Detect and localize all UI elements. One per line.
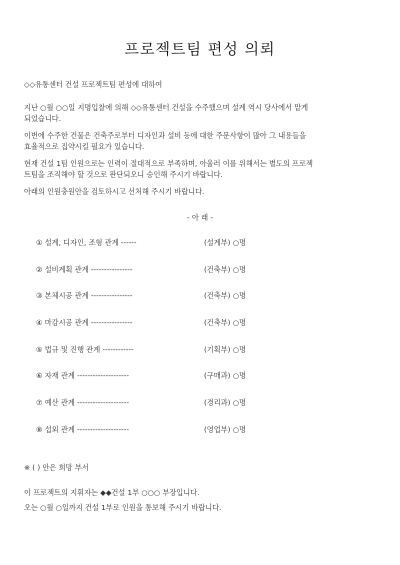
- item-label: ⑦ 예산 관계 --------------------: [36, 398, 129, 408]
- footer-line: 오는 ○월 ○일까지 건설 1부로 인원을 통보해 주시기 바랍니다.: [24, 503, 222, 512]
- document-subject: ◇◇유통센터 건설 프로젝트팀 편성에 대하여: [24, 80, 163, 89]
- list-item: [36, 238, 366, 265]
- item-department: (구매과) ○명: [204, 371, 246, 381]
- item-department: (기획부) ○명: [204, 344, 246, 354]
- item-department: (설계부) ○명: [204, 238, 246, 247]
- item-label: ⑤ 법규 및 진행 관계 ------------: [36, 344, 134, 354]
- item-label: ⑥ 자재 관계 --------------------: [36, 371, 129, 381]
- paragraph-line: 아래의 인원충원안을 검토하시고 선처해 주시기 바랍니다.: [24, 187, 205, 196]
- list-item: [36, 345, 366, 372]
- paragraph-line: 이번에 수주한 건물은 건축주로부터 디자인과 설비 등에 대한 주문사항이 많아 그 내용들을: [24, 131, 307, 140]
- list-item: [36, 265, 366, 292]
- item-label: ③ 본체시공 관계 ----------------: [36, 291, 133, 301]
- item-label: ① 설계, 디자인, 조형 관계 ------: [36, 238, 137, 247]
- item-department: (경리과) ○명: [204, 398, 246, 408]
- paragraph-3: [24, 158, 379, 180]
- item-department: (건축부) ○명: [204, 264, 246, 274]
- staffing-list: [36, 238, 366, 452]
- item-department: (건축부) ○명: [204, 318, 246, 328]
- paragraph-1: [24, 102, 379, 124]
- item-label: ② 설비계획 관계 ----------------: [36, 264, 133, 274]
- paragraph-line: 트팀을 조직해야 할 것으로 판단되오니 승인해 주시기 바랍니다.: [24, 170, 223, 179]
- paragraph-line: 현재 건설 1팀 인원으로는 인력이 절대적으로 부족하며, 아울러 이를 위해서는 별도의 프로젝: [24, 159, 313, 168]
- paragraph-4: [24, 186, 379, 197]
- list-item: [36, 425, 366, 452]
- section-heading: - 아 래 -: [187, 213, 213, 222]
- paragraph-2: [24, 130, 379, 152]
- item-label: ⑧ 섭외 관계 --------------------: [36, 424, 129, 434]
- item-label: ④ 마감시공 관계 ----------------: [36, 318, 133, 328]
- list-item: [36, 398, 366, 425]
- preferred-department-note: ※ ( ) 안은 희망 부서: [24, 463, 89, 472]
- document-title: 프로젝트팀 편성 의뢰: [124, 40, 276, 58]
- item-department: (영업부) ○명: [204, 424, 246, 434]
- paragraph-line: 지난 ○월 ○○일 지명입찰에 의해 ◇◇유통센터 건설을 수주했으며 설계 역시 당사에서 맡게: [24, 103, 309, 112]
- item-department: (건축부) ○명: [204, 291, 246, 301]
- list-item: [36, 371, 366, 398]
- paragraph-line: 되었습니다.: [24, 114, 62, 123]
- list-item: [36, 291, 366, 318]
- list-item: [36, 318, 366, 345]
- footer-line: 이 프로젝트의 지휘자는 ◆◆건설 1부 ○○○ 부장입니다.: [24, 488, 200, 497]
- paragraph-line: 효율적으로 집약시킬 필요가 있습니다.: [24, 142, 145, 151]
